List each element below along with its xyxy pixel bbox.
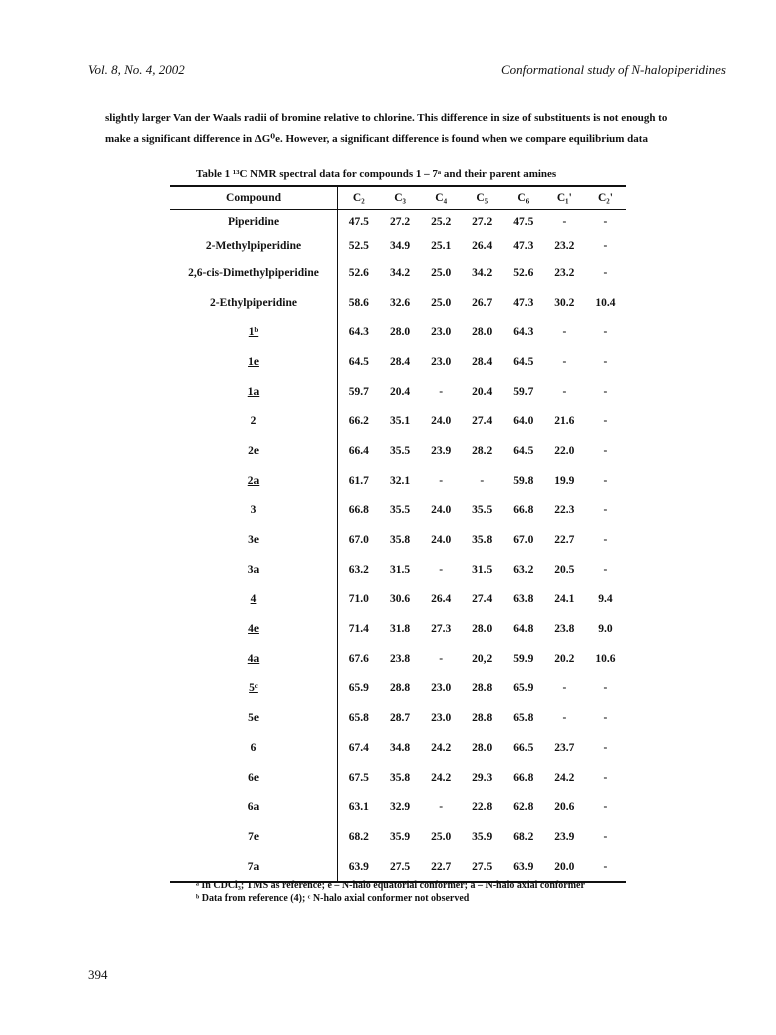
- footnote-a: ᵃ In CDCl₃; TMS as reference; e – N-halo equatorial conformer; a – N-halo axial conformer: [196, 880, 585, 891]
- value-cell-c4: -: [439, 474, 444, 487]
- value-cell-c3: 35.8: [390, 534, 411, 547]
- compound-cell: 1ᵇ: [170, 317, 338, 347]
- value-cell-c5: 26.7: [472, 296, 493, 309]
- value-cell-c1p: 23.9: [554, 830, 575, 843]
- value-cell-c6: 67.0: [513, 534, 534, 547]
- header-c2: C₂: [338, 186, 380, 210]
- table-caption: [196, 168, 556, 180]
- compound-cell: 4e: [170, 614, 338, 644]
- compound-cell: 6: [170, 733, 338, 763]
- nmr-data-table: [170, 185, 626, 883]
- header-compound: Compound: [170, 186, 338, 210]
- value-cell-c6: 63.8: [513, 593, 534, 606]
- value-cell-c1p: 22.7: [554, 534, 575, 547]
- compound-cell: 6e: [170, 763, 338, 793]
- compound-cell: 7a: [170, 852, 338, 883]
- value-cell-c3: 20.4: [390, 385, 411, 398]
- value-cell-c2: 63.9: [338, 852, 380, 883]
- value-cell-c1p: 30.2: [554, 296, 575, 309]
- value-cell-c6: 66.8: [513, 504, 534, 517]
- value-cell-c6: 64.3: [513, 326, 534, 339]
- value-cell-c3: 31.5: [390, 563, 411, 576]
- value-cell-c5: -: [480, 474, 485, 487]
- value-cell-c3: 32.9: [390, 801, 411, 814]
- value-cell-c4: 24.0: [431, 504, 452, 517]
- value-cell-c2p: -: [603, 534, 608, 547]
- header-c6: C₆: [503, 186, 544, 210]
- value-cell-c3: 27.5: [380, 852, 421, 883]
- value-cell-c2p: -: [603, 801, 608, 814]
- value-cell-c2: 68.2: [348, 830, 369, 843]
- value-cell-c4: 22.7: [421, 852, 462, 883]
- value-cell-c5: 35.9: [472, 830, 493, 843]
- value-cell-c4: 24.0: [431, 534, 452, 547]
- value-cell-c2p: -: [603, 474, 608, 487]
- table-row: [170, 614, 626, 644]
- compound-cell: 1a: [170, 377, 338, 407]
- value-cell-c4: 25.0: [431, 296, 452, 309]
- value-cell-c1p: -: [562, 326, 567, 339]
- value-cell-c5: 28.4: [472, 355, 493, 368]
- value-cell-c6: 66.5: [513, 741, 534, 754]
- value-cell-c3: 34.8: [390, 741, 411, 754]
- value-cell-c1p: 21.6: [554, 415, 575, 428]
- value-cell-c6: 63.2: [513, 563, 534, 576]
- value-cell-c3: 34.9: [390, 240, 411, 252]
- value-cell-c5: 27.4: [472, 593, 493, 606]
- value-cell-c5: 27.5: [462, 852, 503, 883]
- value-cell-c2: 66.4: [348, 444, 369, 457]
- value-cell-c2: 66.2: [348, 415, 369, 428]
- value-cell-c2: 61.7: [348, 474, 369, 487]
- value-cell-c1p: 20.5: [554, 563, 575, 576]
- value-cell-c1p: 23.2: [554, 266, 575, 279]
- value-cell-c2: 71.4: [348, 623, 369, 636]
- value-cell-c2p: -: [603, 682, 608, 695]
- table-row: [170, 288, 626, 318]
- value-cell-c2: 63.2: [348, 563, 369, 576]
- body-line-2: make a significant difference in ΔG⁰e. However, a significant difference is found when we compare equilibrium data: [105, 133, 648, 145]
- value-cell-c2p: -: [603, 326, 608, 339]
- value-cell-c5: 26.4: [472, 240, 493, 252]
- value-cell-c6: 59.7: [513, 385, 534, 398]
- value-cell-c5: 20.4: [472, 385, 493, 398]
- compound-cell: 2-Ethylpiperidine: [170, 288, 338, 318]
- value-cell-c6: 59.9: [513, 652, 534, 665]
- value-cell-c5: 28.8: [472, 682, 493, 695]
- value-cell-c1p: 20.0: [544, 852, 585, 883]
- compound-cell: 4a: [170, 644, 338, 674]
- value-cell-c5: 28.0: [472, 741, 493, 754]
- value-cell-c6: 64.8: [513, 623, 534, 636]
- value-cell-c5: 20,2: [472, 652, 493, 665]
- value-cell-c6: 47.5: [513, 216, 534, 228]
- value-cell-c2p: -: [603, 830, 608, 843]
- value-cell-c4: 25.0: [431, 830, 452, 843]
- value-cell-c3: 28.4: [390, 355, 411, 368]
- value-cell-c4: -: [439, 563, 444, 576]
- value-cell-c2: 67.6: [348, 652, 369, 665]
- value-cell-c5: 27.4: [472, 415, 493, 428]
- table-caption-text: ¹³C NMR spectral data for compounds 1 – 7ᵃ and their parent amines: [232, 168, 557, 180]
- header-c3: C₃: [380, 186, 421, 210]
- compound-cell: 6a: [170, 792, 338, 822]
- compound-cell: 2-Methylpiperidine: [170, 234, 338, 258]
- value-cell-c2p: -: [585, 852, 626, 883]
- value-cell-c1p: 22.3: [554, 504, 575, 517]
- value-cell-c6: 66.8: [513, 771, 534, 784]
- table-row: [170, 644, 626, 674]
- value-cell-c3: 35.8: [390, 771, 411, 784]
- value-cell-c2: 64.3: [348, 326, 369, 339]
- value-cell-c3: 32.1: [390, 474, 411, 487]
- page-number: 394: [88, 967, 108, 982]
- value-cell-c5: 35.5: [472, 504, 493, 517]
- value-cell-c2: 47.5: [348, 216, 369, 228]
- table-row: [170, 822, 626, 852]
- value-cell-c2: 67.4: [348, 741, 369, 754]
- table-row: [170, 703, 626, 733]
- value-cell-c4: 27.3: [431, 623, 452, 636]
- value-cell-c3: 28.0: [390, 326, 411, 339]
- compound-cell: 4: [170, 585, 338, 615]
- value-cell-c1p: 20.2: [554, 652, 575, 665]
- table-row: [170, 466, 626, 496]
- value-cell-c2: 65.8: [348, 712, 369, 725]
- table-row: [170, 496, 626, 526]
- value-cell-c2: 66.8: [348, 504, 369, 517]
- value-cell-c4: 26.4: [431, 593, 452, 606]
- compound-cell: 7e: [170, 822, 338, 852]
- compound-cell: 3: [170, 496, 338, 526]
- value-cell-c6: 63.9: [503, 852, 544, 883]
- compound-cell: Piperidine: [170, 210, 338, 235]
- value-cell-c6: 47.3: [513, 296, 534, 309]
- value-cell-c2p: -: [603, 741, 608, 754]
- table-row: [170, 436, 626, 466]
- value-cell-c6: 59.8: [513, 474, 534, 487]
- value-cell-c1p: -: [562, 712, 567, 725]
- value-cell-c1p: 23.2: [554, 240, 575, 252]
- value-cell-c2p: -: [603, 240, 608, 252]
- header-c2-prime: C₂': [585, 186, 626, 210]
- value-cell-c3: 35.1: [390, 415, 411, 428]
- compound-cell: 1e: [170, 347, 338, 377]
- value-cell-c2p: -: [603, 771, 608, 784]
- value-cell-c3: 35.5: [390, 504, 411, 517]
- value-cell-c4: 24.0: [431, 415, 452, 428]
- value-cell-c1p: 24.2: [554, 771, 575, 784]
- footnote-b: ᵇ Data from reference (4); ᶜ N-halo axial conformer not observed: [196, 893, 470, 904]
- value-cell-c5: 28.0: [472, 623, 493, 636]
- value-cell-c6: 64.5: [513, 444, 534, 457]
- value-cell-c4: 25.1: [431, 240, 452, 252]
- value-cell-c1p: -: [562, 216, 567, 228]
- value-cell-c2: 58.6: [348, 296, 369, 309]
- value-cell-c4: 23.0: [431, 355, 452, 368]
- compound-cell: 2: [170, 406, 338, 436]
- value-cell-c4: -: [439, 801, 444, 814]
- value-cell-c6: 64.5: [513, 355, 534, 368]
- running-header-volume: Vol. 8, No. 4, 2002: [88, 62, 185, 77]
- header-c4: C₄: [421, 186, 462, 210]
- value-cell-c4: 23.0: [431, 682, 452, 695]
- value-cell-c6: 52.6: [513, 266, 534, 279]
- value-cell-c1p: 23.8: [554, 623, 575, 636]
- table-header-row: [170, 186, 626, 210]
- value-cell-c2: 52.5: [348, 240, 369, 252]
- value-cell-c6: 47.3: [513, 240, 534, 252]
- value-cell-c1p: 22.0: [554, 444, 575, 457]
- body-paragraph: [105, 108, 735, 150]
- value-cell-c4: 23.0: [431, 712, 452, 725]
- value-cell-c2: 63.1: [348, 801, 369, 814]
- table-row: [170, 792, 626, 822]
- header-c5: C₅: [462, 186, 503, 210]
- table-row: [170, 525, 626, 555]
- table-row: [170, 585, 626, 615]
- header-c1-prime: C₁': [544, 186, 585, 210]
- compound-cell: 2e: [170, 436, 338, 466]
- value-cell-c3: 23.8: [390, 652, 411, 665]
- table-row: [170, 852, 626, 883]
- running-header-title: Conformational study of N-halopiperidines: [501, 62, 726, 77]
- value-cell-c4: 24.2: [431, 771, 452, 784]
- value-cell-c3: 34.2: [390, 266, 411, 279]
- value-cell-c2p: -: [603, 504, 608, 517]
- value-cell-c1p: -: [562, 682, 567, 695]
- body-line-1: slightly larger Van der Waals radii of bromine relative to chlorine. This difference in size of substituents is not enough to: [105, 112, 668, 124]
- value-cell-c1p: 24.1: [554, 593, 575, 606]
- value-cell-c1p: 23.7: [554, 741, 575, 754]
- table-row: [170, 317, 626, 347]
- value-cell-c2p: 9.0: [598, 623, 613, 636]
- compound-cell: 2,6-cis-Dimethylpiperidine: [170, 258, 338, 288]
- value-cell-c3: 35.9: [390, 830, 411, 843]
- table-row: [170, 234, 626, 258]
- value-cell-c6: 68.2: [513, 830, 534, 843]
- table-row: [170, 674, 626, 704]
- value-cell-c4: 23.9: [431, 444, 452, 457]
- value-cell-c3: 30.6: [390, 593, 411, 606]
- value-cell-c1p: 19.9: [554, 474, 575, 487]
- value-cell-c4: 25.0: [431, 266, 452, 279]
- value-cell-c5: 27.2: [472, 216, 493, 228]
- value-cell-c4: 24.2: [431, 741, 452, 754]
- table-row: [170, 347, 626, 377]
- value-cell-c2p: -: [603, 216, 608, 228]
- value-cell-c2p: -: [603, 385, 608, 398]
- value-cell-c3: 27.2: [390, 216, 411, 228]
- table-row: [170, 406, 626, 436]
- value-cell-c4: 23.0: [431, 326, 452, 339]
- value-cell-c3: 31.8: [390, 623, 411, 636]
- value-cell-c6: 64.0: [513, 415, 534, 428]
- compound-cell: 3e: [170, 525, 338, 555]
- value-cell-c2p: 9.4: [598, 593, 613, 606]
- value-cell-c2p: -: [603, 355, 608, 368]
- value-cell-c2p: -: [603, 712, 608, 725]
- value-cell-c2: 67.5: [348, 771, 369, 784]
- value-cell-c2p: 10.4: [595, 296, 616, 309]
- value-cell-c5: 29.3: [472, 771, 493, 784]
- value-cell-c2p: -: [603, 563, 608, 576]
- value-cell-c2: 71.0: [348, 593, 369, 606]
- table-row: [170, 763, 626, 793]
- compound-cell: 5e: [170, 703, 338, 733]
- value-cell-c3: 28.8: [390, 682, 411, 695]
- value-cell-c6: 62.8: [513, 801, 534, 814]
- value-cell-c5: 28.2: [472, 444, 493, 457]
- value-cell-c3: 32.6: [390, 296, 411, 309]
- value-cell-c5: 28.0: [472, 326, 493, 339]
- value-cell-c5: 34.2: [472, 266, 493, 279]
- value-cell-c6: 65.8: [513, 712, 534, 725]
- value-cell-c3: 28.7: [390, 712, 411, 725]
- compound-cell: 2a: [170, 466, 338, 496]
- value-cell-c5: 31.5: [472, 563, 493, 576]
- table-row: [170, 377, 626, 407]
- value-cell-c6: 65.9: [513, 682, 534, 695]
- table-caption-label: Table 1: [196, 168, 231, 180]
- value-cell-c1p: -: [562, 355, 567, 368]
- value-cell-c1p: -: [562, 385, 567, 398]
- value-cell-c5: 22.8: [472, 801, 493, 814]
- value-cell-c4: 25.2: [431, 216, 452, 228]
- table-row: [170, 733, 626, 763]
- value-cell-c4: -: [439, 385, 444, 398]
- table-row: [170, 210, 626, 235]
- value-cell-c3: 35.5: [390, 444, 411, 457]
- value-cell-c4: -: [439, 652, 444, 665]
- value-cell-c1p: 20.6: [554, 801, 575, 814]
- table-row: [170, 258, 626, 288]
- table-footnotes: [196, 879, 585, 905]
- value-cell-c2p: 10.6: [595, 652, 616, 665]
- value-cell-c2p: -: [603, 266, 608, 279]
- value-cell-c2: 64.5: [348, 355, 369, 368]
- value-cell-c2p: -: [603, 444, 608, 457]
- value-cell-c5: 28.8: [472, 712, 493, 725]
- compound-cell: 5ᶜ: [170, 674, 338, 704]
- value-cell-c2p: -: [603, 415, 608, 428]
- table-row: [170, 555, 626, 585]
- value-cell-c2: 65.9: [348, 682, 369, 695]
- compound-cell: 3a: [170, 555, 338, 585]
- value-cell-c5: 35.8: [472, 534, 493, 547]
- value-cell-c2: 67.0: [348, 534, 369, 547]
- value-cell-c2: 52.6: [348, 266, 369, 279]
- value-cell-c2: 59.7: [348, 385, 369, 398]
